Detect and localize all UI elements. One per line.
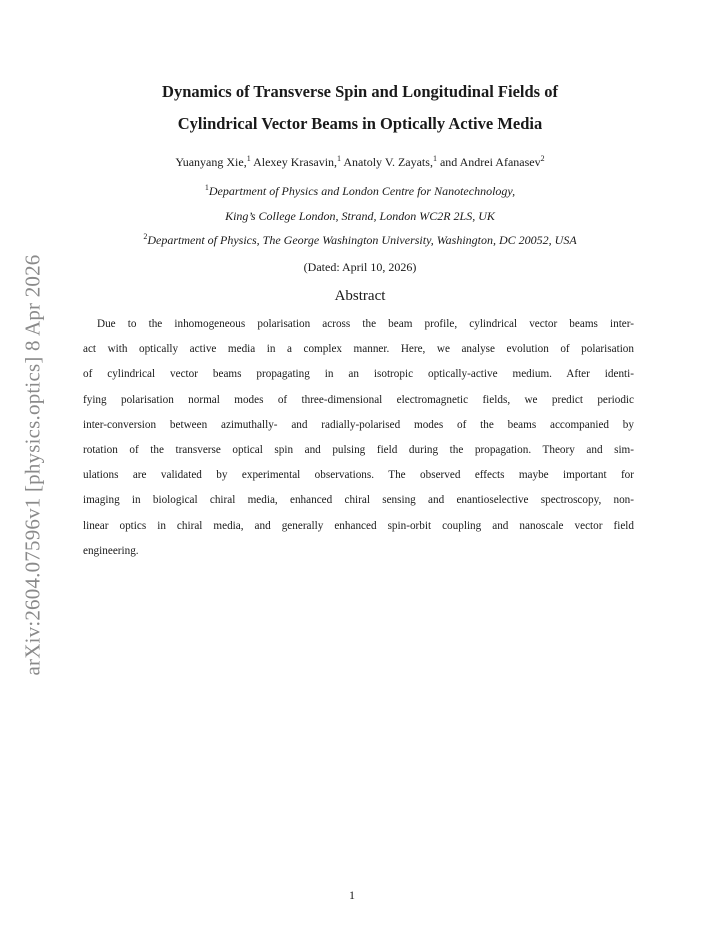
abstract-line: of cylindrical vector beams propagating in an isotropic optically-active medium. After identi- [83,368,634,381]
abstract-line: Due to the inhomogeneous polarisation across the beam profile, cylindrical vector beams inter- [97,318,634,330]
author-affiliation-mark: 1 [246,154,251,163]
dated-line: (Dated: April 10, 2026) [303,260,417,274]
author-name: Yuanyang Xie, [175,155,247,169]
abstract-line: act with optically active media in a complex manner. Here, we analyse evolution of polarisation [83,343,634,356]
paper-title-line-2: Cylindrical Vector Beams in Optically Active Media [177,114,543,133]
affiliation-text: Department of Physics, The George Washington University, Washington, DC 20052, USA [147,233,577,247]
author-affiliation-mark: 1 [432,154,437,163]
affiliation-1-line-2: King’s College London, Strand, London WC2R 2LS, UK [225,209,495,223]
abstract-line: ulations are validated by experimental observations. The observed effects maybe important for [83,469,634,482]
affiliation-text: Department of Physics and London Centre for Nanotechnology, [208,184,516,198]
author-affiliation-mark: 1 [337,154,342,163]
abstract-line: fying polarisation normal modes of three-dimensional electromagnetic fields, we predict periodic [83,393,634,406]
author-affiliation-mark: 2 [540,154,545,163]
affiliation-1-line-1 [40,183,680,199]
abstract-body [83,312,634,564]
paper-title-line-1: Dynamics of Transverse Spin and Longitudinal Fields of [162,82,558,101]
affiliation-mark: 2 [143,232,148,241]
abstract-line: inter-conversion between azimuthally- and radially-polarised modes of the beams accompanied by [83,418,634,431]
abstract-line: imaging in biological chiral media, enhanced chiral sensing and enantioselective spectroscopy, non- [83,494,634,507]
arxiv-identifier-stamp[interactable]: arXiv:2604.07596v1 [physics.optics] 8 Apr 2026 [20,254,45,676]
abstract-line: rotation of the transverse optical spin and pulsing field during the propagation. Theory and sim- [83,443,634,456]
affiliation-mark: 1 [204,183,209,192]
author-name: Anatoly V. Zayats, [343,155,433,169]
author-name: Alexey Krasavin, [253,155,338,169]
author-list [80,154,640,170]
abstract-line: linear optics in chiral media, and generally enhanced spin-orbit coupling and nanoscale vector field [83,519,634,532]
abstract-heading: Abstract [334,288,386,304]
page-number: 1 [349,888,355,902]
author-name: and Andrei Afanasev [439,155,541,169]
affiliation-2 [40,232,680,248]
abstract-line: engineering. [83,544,139,557]
